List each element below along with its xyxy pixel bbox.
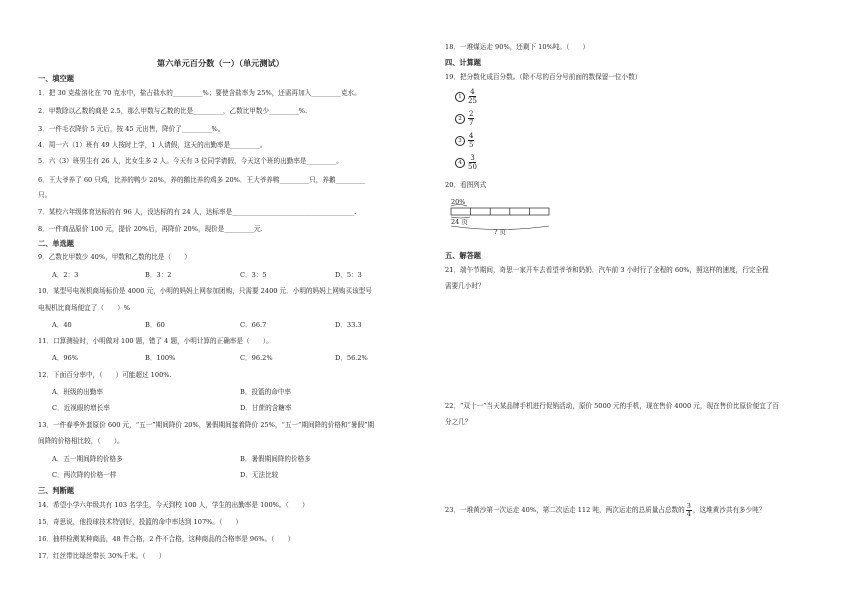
option: C．96.2% bbox=[240, 354, 273, 362]
question-22: 22．“双十一”当天某品牌手机进行促销活动，原价 5000 元的手机，现在售价 4000 元，现在售价比原价便宜了百 bbox=[445, 402, 780, 410]
option: A．96% bbox=[52, 354, 79, 362]
fraction: $\frac{3}{50}$ bbox=[468, 154, 477, 171]
question-3: 3．一件毛衣降价 5 元后，按 45 元出售，降价了_________%。 bbox=[38, 125, 225, 133]
question-6-continued: 只。 bbox=[38, 191, 52, 199]
option: D．无法比较 bbox=[240, 471, 279, 479]
question-10-continued: 电视机比商场便宜了（ ）% bbox=[38, 304, 130, 312]
diagram-top-label: 20% bbox=[451, 198, 466, 206]
question-11: 11．口算测验时，小明做对 100 题，错了 4 题，小明计算的正确率是（ ）。 bbox=[38, 337, 273, 345]
question-22-continued: 分之几？ bbox=[445, 418, 472, 426]
item-number: 1 bbox=[455, 92, 465, 102]
question-1: 1．把 30 克盐溶化在 70 克水中，盐占盐水的_________%；要使含盐率为 25%，还需再加入_________克水。 bbox=[38, 89, 361, 97]
option: B．暑假期间降的价格多 bbox=[240, 455, 311, 463]
option: B．3：2 bbox=[145, 271, 172, 279]
question-9: 9．乙数比甲数少 40%，甲数和乙数的比是（ ） bbox=[38, 253, 191, 261]
option: B．投篮的命中率 bbox=[240, 388, 292, 396]
bar-diagram bbox=[445, 195, 555, 235]
item-number: 2 bbox=[455, 114, 465, 124]
diagram-left-label: 24 页 bbox=[451, 218, 468, 226]
fraction: $\frac{2}{7}$ bbox=[469, 110, 474, 127]
question-18: 18．一堆煤运走 90%，还剩下 10%吨。（ ） bbox=[445, 43, 590, 51]
option: D．甘蔗的含糖率 bbox=[240, 404, 292, 412]
option: B．100% bbox=[145, 354, 176, 362]
question-10: 10．某型号电视机商场标价是 4000 元，小明的妈妈上网参加团购，只需要 2400 元．小明的妈妈上网购买该型号 bbox=[38, 287, 372, 295]
option: A．40 bbox=[52, 321, 72, 329]
option: C．近视眼的增长率 bbox=[52, 404, 110, 412]
option: A．五一期间降的价格多 bbox=[52, 455, 123, 463]
item-number: 4 bbox=[455, 158, 465, 168]
question-13: 13．一件春季外套原价 600 元，“五一”期间降价 20%，暑假期间接着降价 25%，“五一”期间降的价格和“暑假”期 bbox=[38, 421, 375, 429]
question-5: 5．六（3）班男生有 26 人，比女生多 2 人。今天有 3 位同学请假，今天这个班的出勤率是_________。 bbox=[38, 157, 343, 165]
question-23 bbox=[445, 503, 765, 518]
question-23-text-end: ，这堆黄沙共有多少吨？ bbox=[692, 506, 766, 514]
question-14: 14．希望小学六年级共有 103 名学生，今天到校 100 人，学生的出勤率是 100%。（ ） bbox=[38, 501, 309, 509]
option: A．班级的出勤率 bbox=[52, 388, 103, 396]
question-15: 15．奇思说，他投球技术特别好，投篮的命中率达到 107%。（ ） bbox=[38, 518, 243, 526]
option: C．66.7 bbox=[240, 321, 267, 329]
option: C．3：5 bbox=[240, 271, 267, 279]
option: D．5：3 bbox=[335, 271, 362, 279]
question-6: 6．王大爷养了 60 只鸡，比养的鸭少 20%，养的鹅比养的鸡多 20%．王大爷养鸭_________只，养鹅_________ bbox=[38, 176, 366, 184]
question-17: 17．红丝带比绿丝带长 30%千米。（ ） bbox=[38, 552, 166, 560]
question-16: 16．抽样检测某种商品，48 件合格，2 件不合格，这种商品的合格率是 96%。（ ） bbox=[38, 535, 295, 543]
section-heading: 三、判断题 bbox=[38, 486, 74, 495]
fraction-item bbox=[455, 154, 477, 171]
question-13-continued: 间降的价格相比较，（ ）。 bbox=[38, 437, 124, 445]
question-4: 4．周一六（1）班有 49 人按时上学，1 人请假，这天的出勤率是_________。 bbox=[38, 141, 267, 149]
question-12: 12．下面百分率中，（ ）可能超过 100%. bbox=[38, 371, 172, 379]
question-8: 8．一件商品原价 100 元，提价 20%后，再降价 20%，现价是_________元. bbox=[38, 225, 263, 233]
item-number: 3 bbox=[455, 136, 465, 146]
question-21-continued: 需要几小时？ bbox=[445, 282, 485, 290]
option: B．60 bbox=[145, 321, 165, 329]
fraction: $\frac{4}{5}$ bbox=[469, 132, 474, 149]
question-20: 20．看图列式 bbox=[445, 181, 487, 189]
page-title: 第六单元百分数（一）（单元测试） bbox=[157, 58, 284, 68]
fraction: $\frac{4}{25}$ bbox=[468, 88, 477, 105]
option: C．两次降的价格一样 bbox=[52, 471, 117, 479]
question-7: 7．某校六年级体育达标的有 96 人，没达标的有 24 人，达标率是_____________________________________. bbox=[38, 208, 357, 216]
fraction-item bbox=[455, 88, 477, 105]
question-2: 2．甲数除以乙数的商是 2.5，那么甲数与乙数的比是_________，乙数比甲数少_________%. bbox=[38, 107, 308, 115]
fraction: $\frac{3}{4}$ bbox=[686, 502, 691, 518]
fraction-item bbox=[455, 110, 474, 127]
option: D．56.2% bbox=[335, 354, 368, 362]
option: D．33.3 bbox=[335, 321, 362, 329]
question-23-text: 23．一堆黄沙第一次运走 40%，第二次运走 112 吨，两次运走的总质量占总数的 bbox=[445, 506, 685, 514]
fraction-item bbox=[455, 132, 474, 149]
section-heading: 二、单选题 bbox=[38, 239, 74, 248]
diagram-bottom-label: ? 页 bbox=[494, 228, 507, 235]
section-heading: 一、填空题 bbox=[38, 74, 74, 83]
section-heading: 五、解答题 bbox=[445, 251, 481, 260]
option: A．2：3 bbox=[52, 271, 79, 279]
section-heading: 四、计算题 bbox=[445, 58, 481, 67]
question-19: 19．把分数化成百分数。（除不尽的百分号前面的数保留一位小数） bbox=[445, 73, 642, 81]
question-21: 21．端午节期间，奇思一家开车去看望爷爷和奶奶．汽车前 3 小时行了全程的 60%，照这样的速度，行完全程 bbox=[445, 266, 769, 274]
